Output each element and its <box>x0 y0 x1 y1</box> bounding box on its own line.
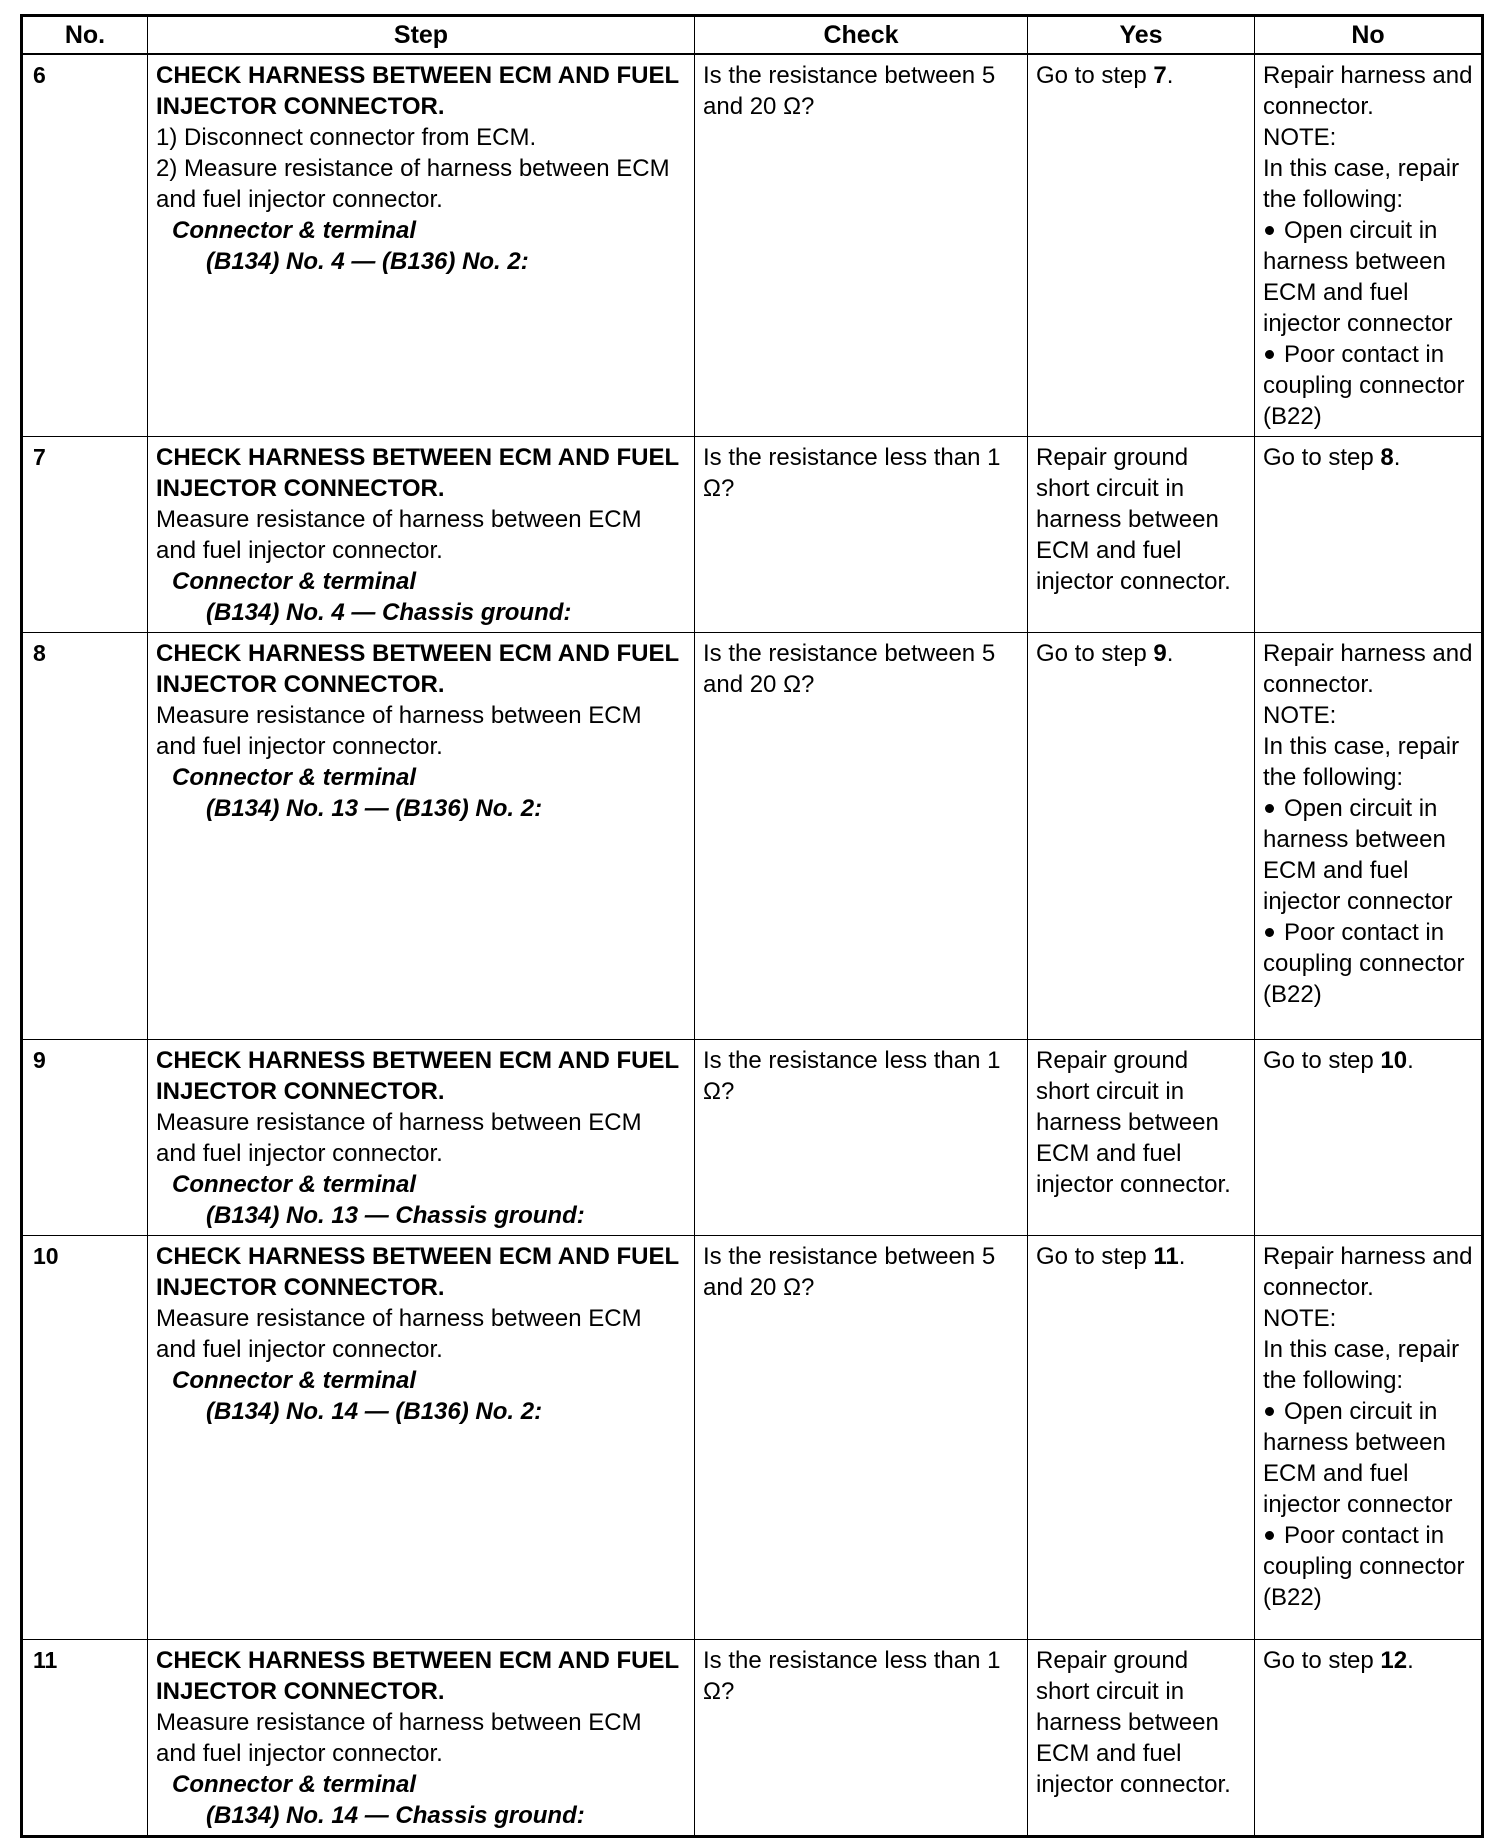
check-cell: Is the resistance between 5 and 20 Ω? <box>695 1236 1028 1640</box>
diagnostic-table <box>20 14 1484 1838</box>
header-yes: Yes <box>1028 16 1255 55</box>
check-cell: Is the resistance less than 1 Ω? <box>695 437 1028 633</box>
note-label: NOTE: <box>1263 1305 1337 1332</box>
step-title: CHECK HARNESS BETWEEN ECM AND FUEL INJECTOR CONNECTOR. <box>156 444 679 502</box>
connector-terminal-value: (B134) No. 13 — (B136) No. 2: <box>206 795 543 822</box>
table-row <box>22 54 1483 437</box>
connector-terminal-value: (B134) No. 13 — Chassis ground: <box>206 1202 585 1229</box>
step-title: CHECK HARNESS BETWEEN ECM AND FUEL INJECTOR CONNECTOR. <box>156 1243 679 1301</box>
yes-cell: Repair ground short circuit in harness between ECM and fuel injector connector. <box>1028 1640 1255 1837</box>
goto-step-number: 10 <box>1380 1047 1408 1074</box>
connector-terminal-label: Connector & terminal <box>172 764 417 791</box>
step-cell <box>148 437 695 633</box>
table-row <box>22 437 1483 633</box>
step-title: CHECK HARNESS BETWEEN ECM AND FUEL INJECTOR CONNECTOR. <box>156 1047 679 1105</box>
note-text: In this case, repair the following: <box>1263 733 1460 791</box>
step-title: CHECK HARNESS BETWEEN ECM AND FUEL INJECTOR CONNECTOR. <box>156 640 679 698</box>
header-check: Check <box>695 16 1028 55</box>
step-cell <box>148 1640 695 1837</box>
goto-step-number: 9 <box>1153 640 1167 667</box>
step-number: 8 <box>22 633 148 1040</box>
step-instruction: 1) Disconnect connector from ECM. <box>156 124 537 151</box>
goto-step-number: 11 <box>1153 1243 1179 1270</box>
no-cell: Go to step 12. <box>1255 1640 1483 1837</box>
connector-terminal-label: Connector & terminal <box>172 1771 417 1798</box>
connector-terminal-label: Connector & terminal <box>172 1171 417 1198</box>
yes-cell: Go to step 7. <box>1028 54 1255 437</box>
step-instruction: Measure resistance of harness between ECM and fuel injector connector. <box>156 506 642 564</box>
bullet-item: Poor contact in coupling connector (B22) <box>1263 341 1465 430</box>
yes-cell: Go to step 11. <box>1028 1236 1255 1640</box>
table-row <box>22 1640 1483 1837</box>
step-cell <box>148 54 695 437</box>
bullet-icon <box>1265 1531 1274 1540</box>
connector-terminal-label: Connector & terminal <box>172 1367 417 1394</box>
table-header-row <box>22 16 1483 55</box>
yes-cell: Repair ground short circuit in harness between ECM and fuel injector connector. <box>1028 1040 1255 1236</box>
yes-cell: Go to step 9. <box>1028 633 1255 1040</box>
yes-cell: Repair ground short circuit in harness between ECM and fuel injector connector. <box>1028 437 1255 633</box>
bullet-item: Poor contact in coupling connector (B22) <box>1263 1522 1465 1611</box>
connector-terminal-label: Connector & terminal <box>172 568 417 595</box>
note-text: In this case, repair the following: <box>1263 155 1460 213</box>
check-cell: Is the resistance between 5 and 20 Ω? <box>695 633 1028 1040</box>
goto-step-number: 12 <box>1380 1647 1408 1674</box>
table-row <box>22 633 1483 1040</box>
note-label: NOTE: <box>1263 124 1337 151</box>
header-no-col: No <box>1255 16 1483 55</box>
header-no: No. <box>22 16 148 55</box>
note-text: In this case, repair the following: <box>1263 1336 1460 1394</box>
step-instruction: 2) Measure resistance of harness between ECM and fuel injector connector. <box>156 155 670 213</box>
no-main-text: Repair harness and connector. <box>1263 640 1473 698</box>
step-number: 6 <box>22 54 148 437</box>
bullet-icon <box>1265 928 1274 937</box>
check-cell: Is the resistance between 5 and 20 Ω? <box>695 54 1028 437</box>
step-title: CHECK HARNESS BETWEEN ECM AND FUEL INJECTOR CONNECTOR. <box>156 62 679 120</box>
no-cell <box>1255 1236 1483 1640</box>
step-number: 7 <box>22 437 148 633</box>
check-cell: Is the resistance less than 1 Ω? <box>695 1640 1028 1837</box>
bullet-icon <box>1265 1407 1274 1416</box>
check-cell: Is the resistance less than 1 Ω? <box>695 1040 1028 1236</box>
step-instruction: Measure resistance of harness between ECM and fuel injector connector. <box>156 702 642 760</box>
step-cell <box>148 1040 695 1236</box>
connector-terminal-value: (B134) No. 14 — Chassis ground: <box>206 1802 585 1829</box>
step-number: 9 <box>22 1040 148 1236</box>
no-main-text: Repair harness and connector. <box>1263 1243 1473 1301</box>
connector-terminal-label: Connector & terminal <box>172 217 417 244</box>
step-instruction: Measure resistance of harness between ECM and fuel injector connector. <box>156 1109 642 1167</box>
step-number: 10 <box>22 1236 148 1640</box>
bullet-icon <box>1265 350 1274 359</box>
table-row <box>22 1236 1483 1640</box>
step-instruction: Measure resistance of harness between ECM and fuel injector connector. <box>156 1305 642 1363</box>
connector-terminal-value: (B134) No. 4 — (B136) No. 2: <box>206 248 529 275</box>
bullet-item: Open circuit in harness between ECM and fuel injector connector <box>1263 1398 1453 1518</box>
table-row <box>22 1040 1483 1236</box>
no-cell <box>1255 54 1483 437</box>
goto-step-number: 8 <box>1380 444 1394 471</box>
bullet-item: Open circuit in harness between ECM and fuel injector connector <box>1263 795 1453 915</box>
no-cell: Go to step 10. <box>1255 1040 1483 1236</box>
step-cell <box>148 633 695 1040</box>
bullet-icon <box>1265 226 1274 235</box>
step-title: CHECK HARNESS BETWEEN ECM AND FUEL INJECTOR CONNECTOR. <box>156 1647 679 1705</box>
bullet-item: Open circuit in harness between ECM and fuel injector connector <box>1263 217 1453 337</box>
step-instruction: Measure resistance of harness between ECM and fuel injector connector. <box>156 1709 642 1767</box>
connector-terminal-value: (B134) No. 4 — Chassis ground: <box>206 599 572 626</box>
step-number: 11 <box>22 1640 148 1837</box>
goto-step-number: 7 <box>1153 62 1167 89</box>
no-main-text: Repair harness and connector. <box>1263 62 1473 120</box>
bullet-item: Poor contact in coupling connector (B22) <box>1263 919 1465 1008</box>
step-cell <box>148 1236 695 1640</box>
header-step: Step <box>148 16 695 55</box>
no-cell: Go to step 8. <box>1255 437 1483 633</box>
no-cell <box>1255 633 1483 1040</box>
note-label: NOTE: <box>1263 702 1337 729</box>
connector-terminal-value: (B134) No. 14 — (B136) No. 2: <box>206 1398 543 1425</box>
bullet-icon <box>1265 804 1274 813</box>
